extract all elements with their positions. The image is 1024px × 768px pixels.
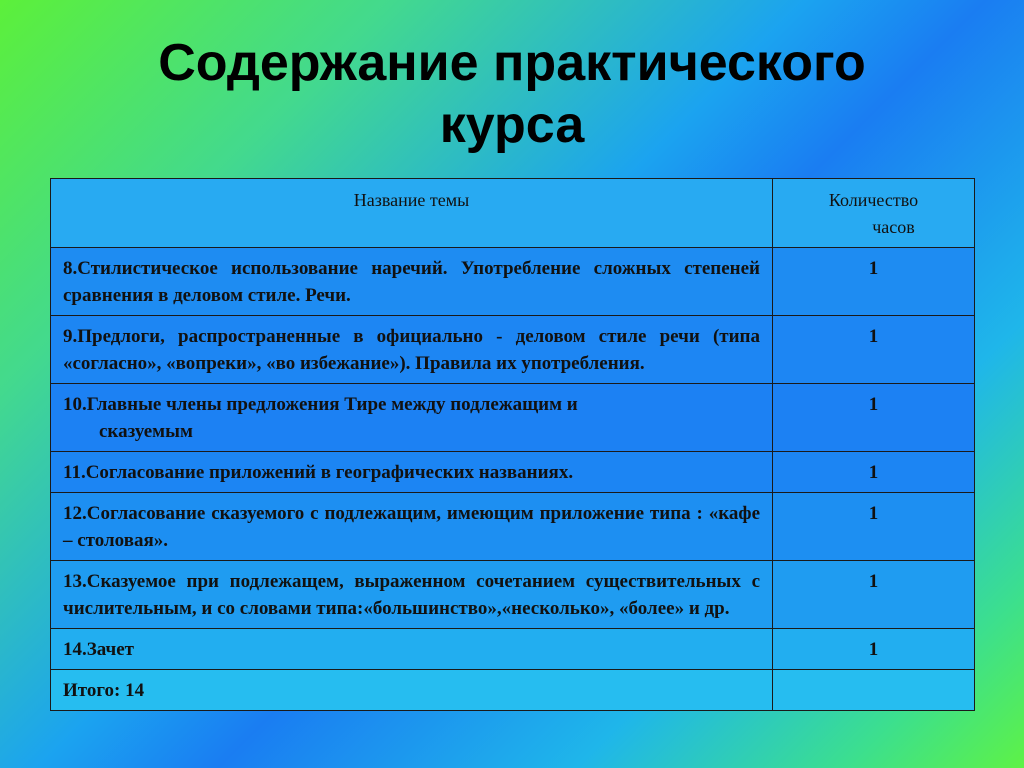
table-row xyxy=(51,384,975,452)
header-hours-cell xyxy=(773,179,975,248)
course-content-table xyxy=(50,178,975,711)
slide-title xyxy=(0,32,1024,156)
header-hours-label-line-2: часов xyxy=(872,217,915,237)
table-row xyxy=(51,493,975,561)
hours-cell: 1 xyxy=(773,248,975,316)
slide-title-line-2: курса xyxy=(439,96,585,154)
table-header-row xyxy=(51,179,975,248)
hours-cell: 1 xyxy=(773,452,975,493)
slide-title-line-1: Содержание практического xyxy=(158,34,866,92)
total-label-cell: Итого: 14 xyxy=(51,670,773,711)
table-row xyxy=(51,561,975,629)
topic-cell: 9.Предлоги, распространенные в официально - деловом стиле речи (типа «согласно», «вопреки», «во избежание»). Правила их употребления. xyxy=(51,316,773,384)
hours-cell: 1 xyxy=(773,629,975,670)
header-topic-label: Название темы xyxy=(353,190,470,210)
topic-cell: 11.Согласование приложений в географических названиях. xyxy=(51,452,773,493)
topic-cell: 14.Зачет xyxy=(51,629,773,670)
hours-cell: 1 xyxy=(773,316,975,384)
table-row xyxy=(51,248,975,316)
topic-line-2: сказуемым xyxy=(99,421,193,442)
topic-cell: 13.Сказуемое при подлежащем, выраженном сочетанием существительных с числительным, и со словами типа:«большинство»,«несколько», «более» и др. xyxy=(51,561,773,629)
topic-cell: 12.Согласование сказуемого с подлежащим, имеющим приложение типа : «кафе – столовая». xyxy=(51,493,773,561)
header-topic-cell xyxy=(51,179,773,248)
hours-cell: 1 xyxy=(773,493,975,561)
total-hours-cell xyxy=(773,670,975,711)
hours-cell: 1 xyxy=(773,561,975,629)
table-row xyxy=(51,452,975,493)
topic-cell: 8.Стилистическое использование наречий. Употребление сложных степеней сравнения в деловом стиле. Речи. xyxy=(51,248,773,316)
table-row xyxy=(51,316,975,384)
header-hours-label-line-1: Количество xyxy=(828,190,919,210)
table-row xyxy=(51,629,975,670)
hours-cell: 1 xyxy=(773,384,975,452)
topic-line-1: 10.Главные члены предложения Тире между подлежащим и xyxy=(63,394,578,415)
total-row xyxy=(51,670,975,711)
topic-cell xyxy=(51,384,773,452)
